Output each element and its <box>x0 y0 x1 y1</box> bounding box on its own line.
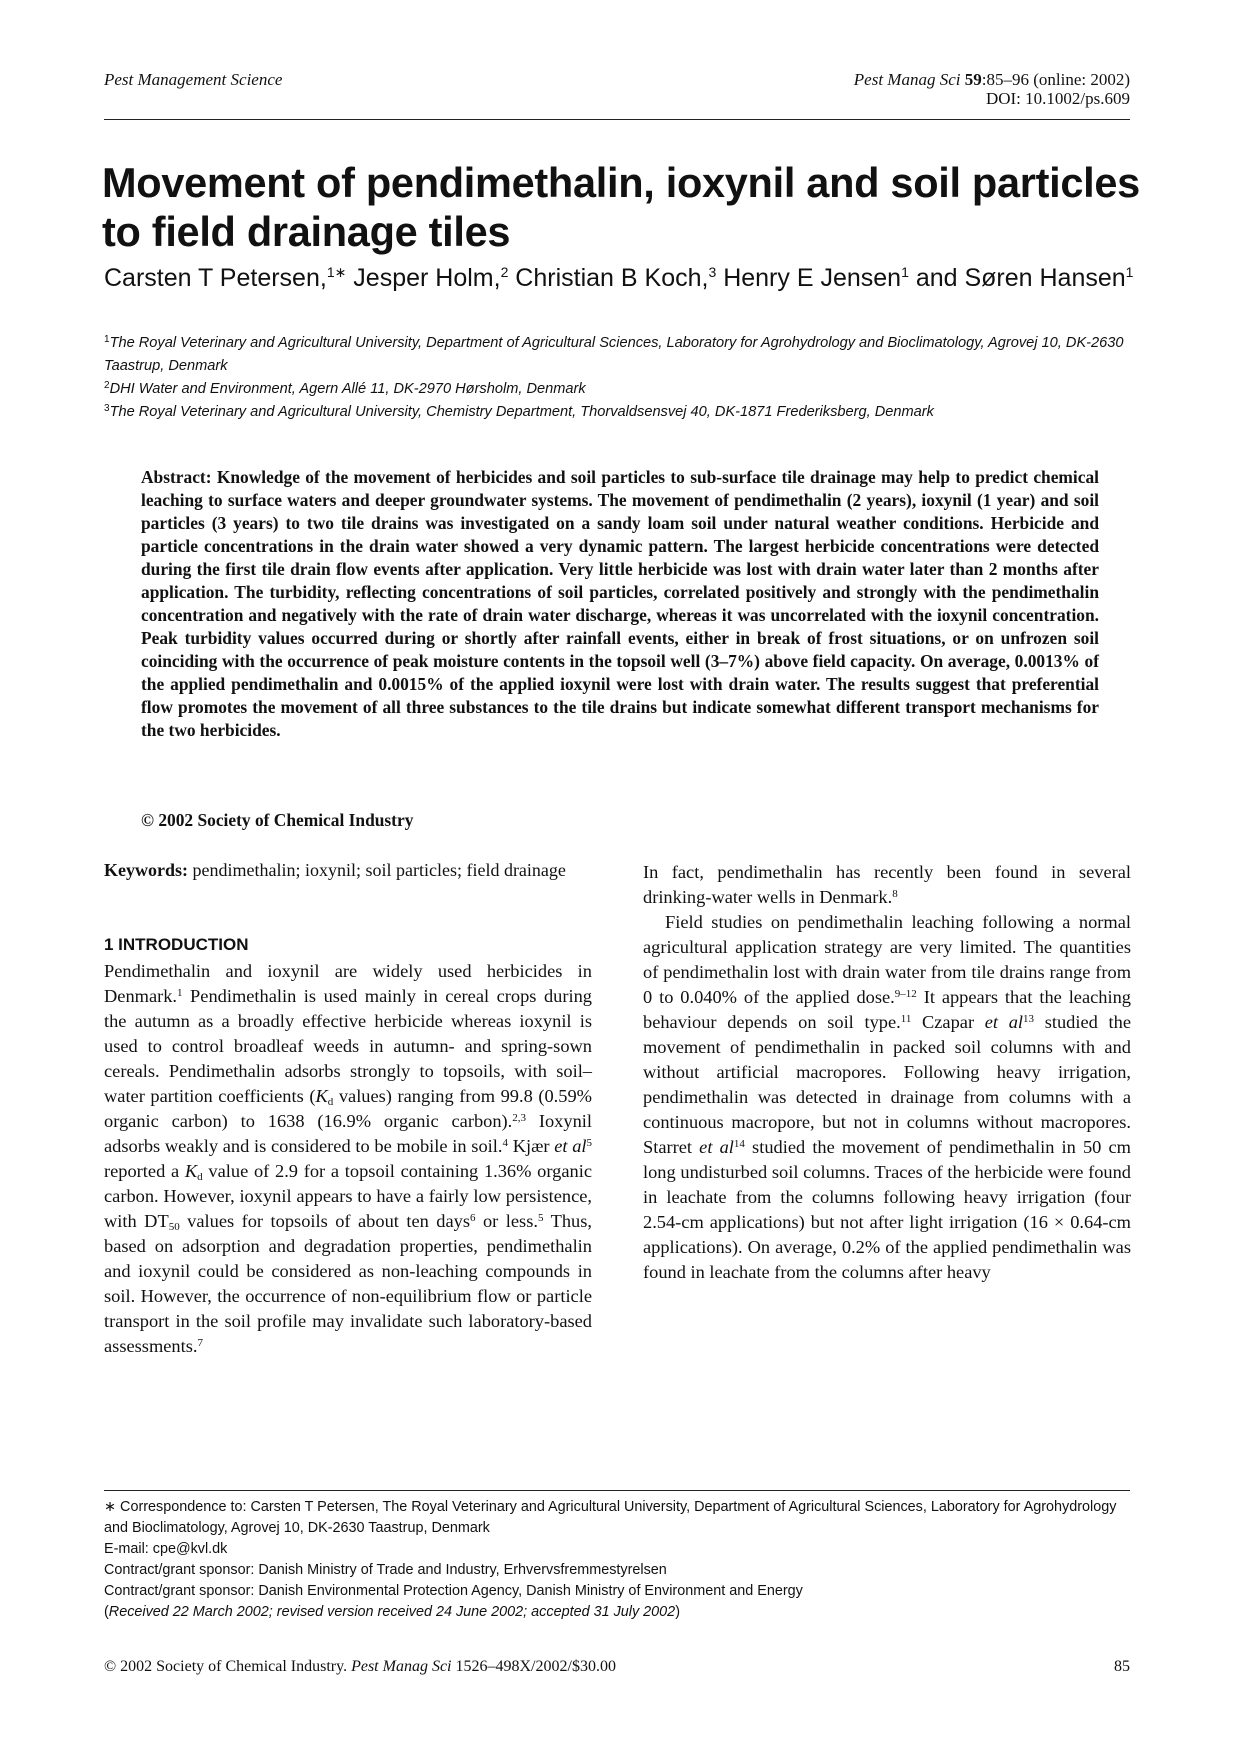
affiliation <box>104 332 1144 378</box>
citation-ref: 6 <box>470 1212 476 1224</box>
affiliation-list <box>104 332 1144 424</box>
citation-journal: Pest Manag Sci <box>853 70 961 89</box>
correspondence-note: ∗ Correspondence to: Carsten T Petersen, The Royal Veterinary and Agricultural University, Department of Agricultural Sciences, Laboratory for Agrohydrology and Bioclimatology, Agrovej 10, DK-2630 Taastrup, Denmark <box>104 1499 1117 1536</box>
citation-ref: 9–12 <box>894 988 917 1000</box>
citation-ref: 7 <box>197 1337 203 1349</box>
author-affiliation-mark: 1∗ <box>326 264 347 280</box>
affiliation <box>104 378 1144 401</box>
body-column-left <box>104 935 592 1359</box>
affiliation-text: DHI Water and Environment, Agern Allé 11, DK-2970 Hørsholm, Denmark <box>109 381 586 397</box>
citation-ref: 13 <box>1023 1013 1035 1025</box>
author: Christian B Koch, <box>508 264 709 292</box>
footer-issn: 1526–498X/2002/$30.00 <box>451 1658 616 1675</box>
abstract: Abstract: Knowledge of the movement of herbicides and soil particles to sub-surface tile drainage may help to predict chemical leaching to surface waters and deeper groundwater systems. The movement of pendimethalin (2 years), ioxynil (1 year) and soil particles (3 years) to two tile drains was investigated on a sandy loam soil under natural weather conditions. Herbicide and particle concentrations in the drain water showed a very dynamic pattern. The largest herbicide concentrations were detected during the first tile drain flow events after application. Very little herbicide was lost with drain water later than 2 months after application. The turbidity, reflecting concentrations of soil particles, correlated positively and strongly with the pendimethalin concentration and negatively with the rate of drain water discharge, whereas it was uncorrelated with the ioxynil concentration. Peak turbidity values occurred during or shortly after rainfall events, either in break of frost situations, or on unfrozen soil coinciding with the occurrence of peak moisture contents in the topsoil well (3–7%) above field capacity. On average, 0.0013% of the applied pendimethalin and 0.0015% of the applied ioxynil were lost with drain water. The results suggest that preferential flow promotes the movement of all three substances to the tile drains but indicate somewhat different transport mechanisms for the two herbicides. <box>141 467 1099 740</box>
received-note: (Received 22 March 2002; revised version received 24 June 2002; accepted 31 July 2002) <box>104 1604 680 1620</box>
footnote-rule <box>104 1490 1130 1491</box>
author: Jesper Holm, <box>346 264 501 292</box>
section-heading: 1 INTRODUCTION <box>104 935 249 954</box>
citation-ref: 8 <box>892 888 898 900</box>
paragraph: Field studies on pendimethalin leaching following a normal agricultural application strategy are very limited. The quantities of pendimethalin lost with drain water from tile drains range from 0 to 0.040% of the applied dose.$^{9-12}$ It appears that the leaching behaviour depends on soil type.$^{11}$ Czapar et $al^{13}$ studied the movement of pendimethalin in packed soil columns with and without artificial macropores. Following heavy irrigation, pendimethalin was detected in drainage from columns with a continuous macropore, but not in columns without macropores. Starret et $al^{14}$ studied the movement of pendimethalin in 50 cm long undisturbed soil columns. Traces of the herbicide were found in leachate from the columns following heavy irrigation (four 2.54-cm applications) but not after light irrigation (16 × 0.64-cm applications). On average, 0.2% of the applied pendimethalin was found in leachate from the columns after heavy <box>643 912 1131 1282</box>
citation-ref: 2,3 <box>512 1112 527 1124</box>
author-affiliation-mark: 1 <box>901 264 909 280</box>
author-affiliation-mark: 1 <box>1125 264 1134 280</box>
keywords <box>104 860 566 881</box>
citation-block <box>854 70 1130 108</box>
citation-line <box>854 70 1130 89</box>
citation-ref: 5 <box>586 1137 592 1149</box>
author: and Søren Hansen <box>908 264 1126 292</box>
affiliation-text: The Royal Veterinary and Agricultural University, Department of Agricultural Sciences, Laboratory for Agrohydrology and Bioclimatology, Agrovej 10, DK-2630 Taastrup, Denmark <box>104 335 1124 374</box>
affiliation-number: 3 <box>104 403 110 414</box>
paragraph: Pendimethalin and ioxynil are widely used herbicides in Denmark.$^1$ Pendimethalin is used mainly in cereal crops during the autumn as a broadly effective herbicide whereas ioxynil is used to control broadleaf weeds in autumn- and spring-sown cereals. Pendimethalin adsorbs strongly to topsoils, with soil–water partition coefficients ($K_d$ values) ranging from 99.8 (0.59% organic carbon) to 1638 (16.9% organic carbon).$^{2,3}$ Ioxynil adsorbs weakly and is considered to be mobile in soil.$^4$ Kjær et $al^5$ reported a $K_d$ value of 2.9 for a topsoil containing 1.36% organic carbon. However, ioxynil appears to have a fairly low persistence, with $DT_{50}$ values for topsoils of about ten days$^6$ or less.$^5$ Thus, based on adsorption and degradation properties, pendimethalin and ioxynil could be considered as non-leaching compounds in soil. However, the occurrence of non-equilibrium flow or particle transport in the soil profile may invalidate such laboratory-based assessments.$^7$ <box>104 961 592 1356</box>
keywords-list: pendimethalin; ioxynil; soil particles; field drainage <box>188 860 566 880</box>
affiliation <box>104 401 1144 424</box>
sponsor-note: Contract/grant sponsor: Danish Ministry of Trade and Industry, Erhvervsfremmestyrelsen <box>104 1562 667 1578</box>
body-column-right <box>643 860 1131 1285</box>
author: Henry E Jensen <box>716 264 902 292</box>
footer-copyright: © 2002 Society of Chemical Industry. <box>104 1658 352 1675</box>
journal-name: Pest Management Science <box>104 70 283 89</box>
page-footer <box>104 1658 1130 1676</box>
keywords-label: Keywords: <box>104 860 188 880</box>
affiliation-number: 1 <box>104 334 110 345</box>
citation-ref: 11 <box>900 1013 912 1025</box>
header-rule <box>104 119 1130 120</box>
citation-ref: 14 <box>733 1138 745 1150</box>
affiliation-text: The Royal Veterinary and Agricultural University, Chemistry Department, Thorvaldsensvej 40, DK-1871 Frederiksberg, Denmark <box>109 404 934 420</box>
citation-ref: 5 <box>537 1212 544 1224</box>
author: Carsten T Petersen, <box>104 264 327 292</box>
citation-pages: :85–96 (online: 2002) <box>981 70 1130 89</box>
citation-volume: 59 <box>964 70 982 89</box>
page-number: 85 <box>1114 1658 1130 1675</box>
article-title: Movement of pendimethalin, ioxynil and soil particles to field drainage tiles <box>102 159 1140 255</box>
citation-ref: 1 <box>177 987 183 999</box>
author-affiliation-mark: 2 <box>500 264 509 280</box>
affiliation-number: 2 <box>104 380 110 391</box>
citation-ref: 4 <box>502 1137 508 1149</box>
footnotes <box>104 1497 1130 1623</box>
email-note: E-mail: cpe@kvl.dk <box>104 1541 228 1557</box>
sponsor-note: Contract/grant sponsor: Danish Environmental Protection Agency, Danish Ministry of Environment and Energy <box>104 1583 803 1599</box>
paragraph-continued: In fact, pendimethalin has recently been found in several drinking-water wells in Denmark.$^8$ <box>643 862 1131 907</box>
author-list <box>104 263 1134 294</box>
abstract-copyright: © 2002 Society of Chemical Industry <box>141 810 414 830</box>
footer-journal: Pest Manag Sci <box>351 1658 452 1675</box>
doi: DOI: 10.1002/ps.609 <box>985 89 1130 108</box>
author-affiliation-mark: 3 <box>708 264 717 280</box>
